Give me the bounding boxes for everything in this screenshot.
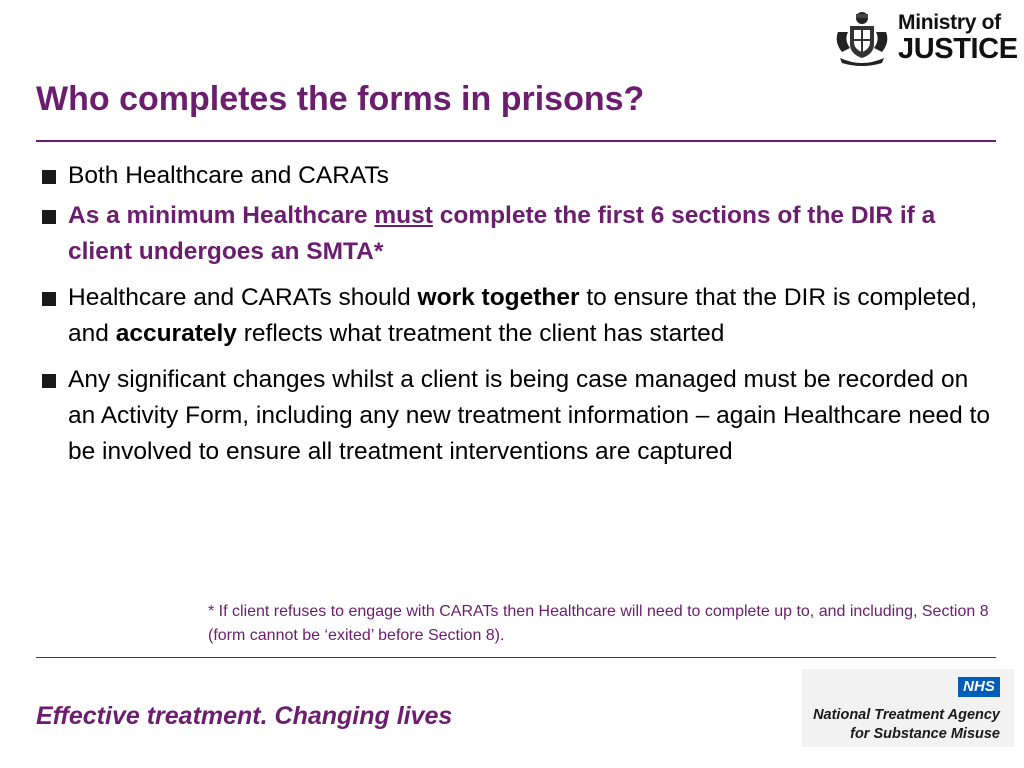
list-item xyxy=(40,198,990,270)
square-bullet-icon xyxy=(42,210,56,224)
logo-line-2: JUSTICE xyxy=(898,33,1018,65)
bullet-text: Both Healthcare and CARATs xyxy=(68,162,389,189)
nhs-badge: NHS xyxy=(958,677,1000,697)
square-bullet-icon xyxy=(42,292,56,306)
bullet-text-part: reflects what treatment the client has started xyxy=(236,320,725,347)
list-item xyxy=(40,158,990,194)
footer-divider xyxy=(36,657,996,658)
bullet-text-part: As a minimum Healthcare xyxy=(68,202,375,229)
bullet-text xyxy=(68,284,977,347)
logo-line-1: Ministry of xyxy=(898,11,1001,34)
ministry-of-justice-logo xyxy=(832,10,1017,70)
square-bullet-icon xyxy=(42,170,56,184)
footnote: * If client refuses to engage with CARATs then Healthcare will need to complete up to, and including, Section 8 (form cannot be ‘exited’ before Section 8). xyxy=(208,603,989,644)
emphasis-work-together: work together xyxy=(417,284,580,311)
title-divider xyxy=(36,140,996,142)
nta-logo xyxy=(802,669,1014,747)
tagline: Effective treatment. Changing lives xyxy=(36,702,453,730)
list-item xyxy=(40,362,990,470)
bullet-text-part: to ensure that the DIR is completed, and xyxy=(68,284,978,347)
royal-coat-of-arms-icon xyxy=(832,10,892,66)
bullet-text xyxy=(68,202,935,265)
bullet-list xyxy=(40,158,990,480)
bullet-text: Any significant changes whilst a client is being case managed must be recorded on an Activity Form, including any new treatment information – again Healthcare need to be involved to ensure all treatment interventions are captured xyxy=(68,366,990,465)
nta-name-line-2: for Substance Misuse xyxy=(850,726,1000,742)
bullet-text-part: complete the first 6 sections of the DIR if a client undergoes an SMTA* xyxy=(68,202,936,265)
nta-name-line-1: National Treatment Agency xyxy=(813,707,1000,723)
bullet-text-part: Healthcare and CARATs should xyxy=(68,284,418,311)
page-title: Who completes the forms in prisons? xyxy=(36,80,645,118)
list-item xyxy=(40,280,990,352)
emphasis-must: must xyxy=(374,202,433,229)
square-bullet-icon xyxy=(42,374,56,388)
emphasis-accurately: accurately xyxy=(115,320,237,347)
